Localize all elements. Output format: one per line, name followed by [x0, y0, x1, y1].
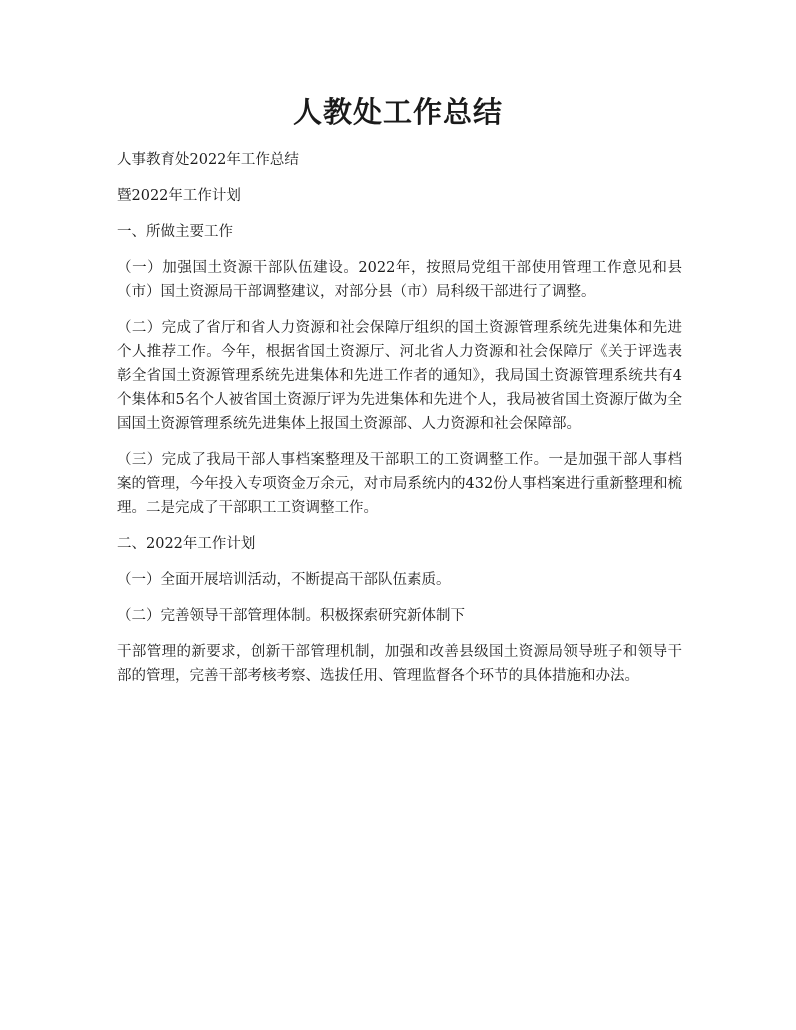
plan-item-2: （二）完善领导干部管理体制。积极探索研究新体制下 — [117, 608, 465, 624]
section-heading-1: 一、所做主要工作 — [117, 224, 233, 240]
document-body — [117, 148, 682, 700]
paragraph-4: 干部管理的新要求，创新干部管理机制，加强和改善县级国土资源局领导班子和领导干部的管理，完善干部考核考察、选拔任用、管理监督各个环节的具体措施和办法。 — [117, 644, 682, 684]
paragraph-1: （一）加强国土资源干部队伍建设。2022年，按照局党组干部使用管理工作意见和县（市）国土资源局干部调整建议，对部分县（市）局科级干部进行了调整。 — [117, 260, 682, 300]
subtitle-line-1: 人事教育处2022年工作总结 — [117, 152, 299, 168]
subtitle-line-2: 暨2022年工作计划 — [117, 188, 241, 204]
plan-item-1: （一）全面开展培训活动，不断提高干部队伍素质。 — [117, 572, 451, 588]
document-title: 人教处工作总结 — [292, 95, 503, 129]
paragraph-2: （二）完成了省厅和省人力资源和社会保障厅组织的国土资源管理系统先进集体和先进个人推荐工作。今年，根据省国土资源厅、河北省人力资源和社会保障厅《关于评选表彰全省国土资源管理系统先进集体和先进工作者的通知》，我局国土资源管理系统共有4个集体和5名个人被省国土资源厅评为先进集体和先进个人，我局被省国土资源厅做为全国国土资源管理系统先进集体上报国土资源部、人力资源和社会保障部。 — [117, 320, 682, 432]
section-heading-2: 二、2022年工作计划 — [117, 536, 256, 552]
paragraph-3: （三）完成了我局干部人事档案整理及干部职工的工资调整工作。一是加强干部人事档案的管理，今年投入专项资金万余元，对市局系统内的432份人事档案进行重新整理和梳理。二是完成了干部职工工资调整工作。 — [117, 452, 682, 516]
